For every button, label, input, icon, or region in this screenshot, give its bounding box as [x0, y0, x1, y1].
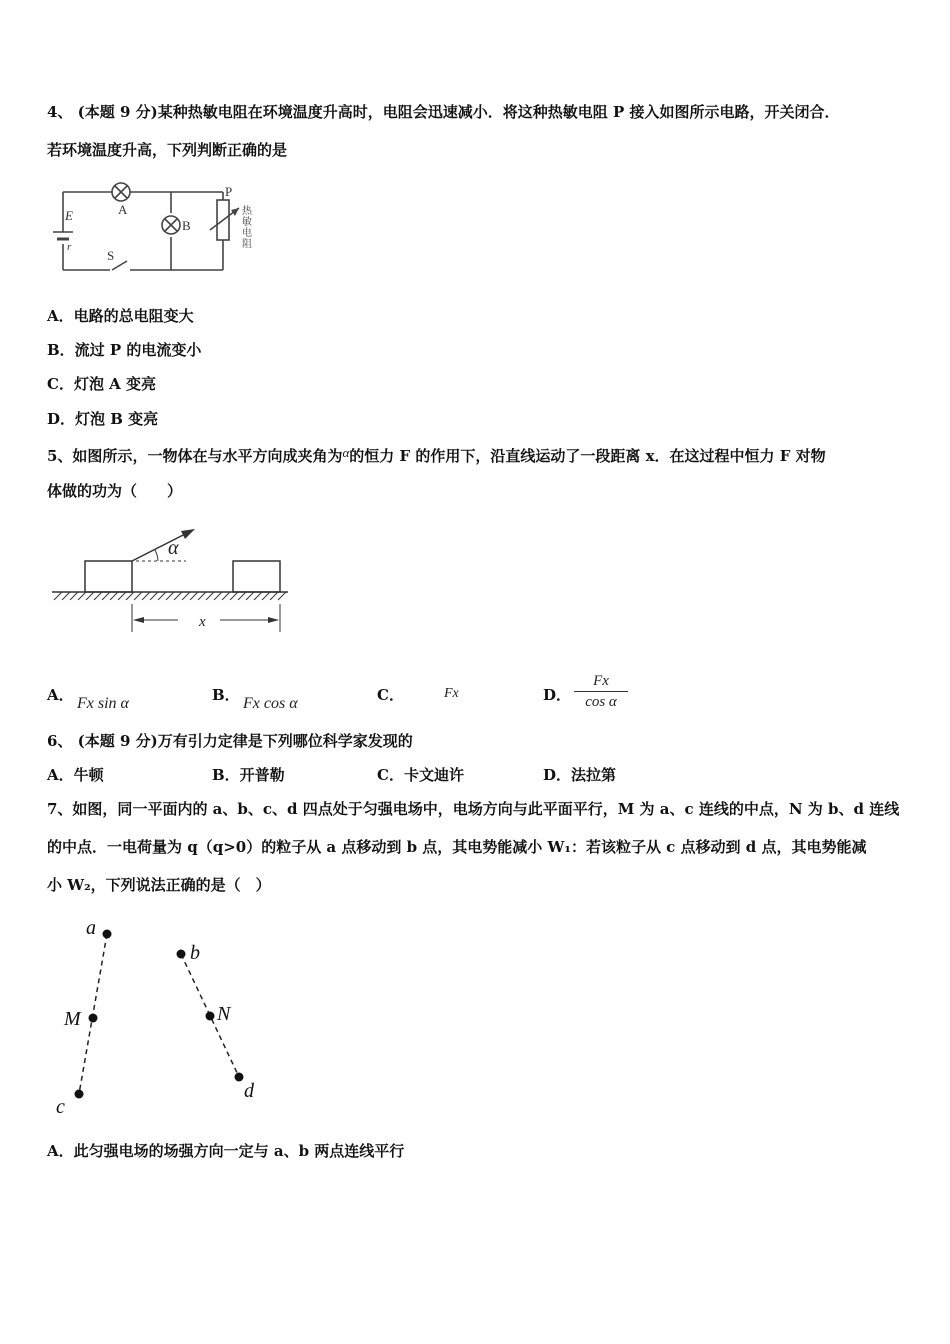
- q4-option-c[interactable]: C．灯泡 A 变亮: [47, 375, 157, 393]
- q4-option-a[interactable]: A．电路的总电阻变大: [47, 307, 194, 325]
- q7-label-d: d: [244, 1080, 254, 1102]
- q5-label-x: x: [199, 614, 206, 630]
- q5-option-a-label[interactable]: A．: [47, 686, 74, 704]
- q5-stem-line1-a: 5、如图所示，一物体在与水平方向成夹角为: [47, 447, 343, 465]
- q7-point-a: [103, 930, 112, 939]
- q4-option-b[interactable]: B．流过 P 的电流变小: [47, 341, 202, 359]
- q4-label-S: S: [107, 248, 115, 263]
- q7-stem-line2: 的中点．一电荷量为 q（q>0）的粒子从 a 点移动到 b 点，其电势能减小 W₁：若该粒子从 c 点移动到 d 点，其电势能减: [47, 838, 867, 856]
- q5-option-d-fraction-bar: [574, 691, 628, 692]
- q5-label-alpha: α: [168, 537, 179, 559]
- q4-option-d[interactable]: D．灯泡 B 变亮: [47, 410, 159, 428]
- q7-points-diagram: [50, 910, 280, 1120]
- q4-label-thermistor: 热敏电阻: [239, 205, 251, 249]
- q7-stem-line1: 7、如图，同一平面内的 a、b、c、d 四点处于匀强电场中，电场方向与此平面平行，M 为 a、c 连线的中点，N 为 b、d 连线: [47, 800, 900, 818]
- q7-label-m: M: [64, 1008, 81, 1030]
- q5-option-c-label[interactable]: C．: [377, 686, 404, 704]
- q4-label-B: B: [182, 218, 191, 233]
- q6-option-b[interactable]: B．开普勒: [212, 766, 285, 784]
- q6-stem: 6、 (本题 9 分)万有引力定律是下列哪位科学家发现的: [47, 732, 413, 750]
- q5-stem-line2: 体做的功为（ ）: [47, 482, 183, 500]
- q5-option-d-label[interactable]: D．: [543, 686, 572, 704]
- q5-option-a-formula[interactable]: Fx sin α: [77, 695, 129, 712]
- q4-label-r: r: [67, 241, 72, 253]
- q7-label-a: a: [86, 917, 96, 939]
- q5-stem-line1: [47, 442, 826, 467]
- q6-option-a[interactable]: A．牛顿: [47, 766, 104, 784]
- q7-point-n: [206, 1012, 215, 1021]
- q5-option-b-formula[interactable]: Fx cos α: [243, 695, 298, 712]
- q7-option-a[interactable]: A．此匀强电场的场强方向一定与 a、b 两点连线平行: [47, 1142, 405, 1160]
- q7-label-c: c: [56, 1096, 65, 1118]
- q7-point-m: [89, 1014, 98, 1023]
- q4-circuit-diagram: [45, 170, 265, 280]
- q4-label-P: P: [225, 184, 233, 199]
- q7-label-b: b: [190, 942, 200, 964]
- q5-option-c-formula[interactable]: Fx: [444, 686, 459, 701]
- q4-stem-line1: 4、 (本题 9 分)某种热敏电阻在环境温度升高时，电阻会迅速减小．将这种热敏电阻 P 接入如图所示电路，开关闭合．: [47, 103, 840, 121]
- q7-point-d: [235, 1073, 244, 1082]
- q4-label-E: E: [65, 208, 73, 223]
- q7-point-b: [177, 950, 186, 959]
- q6-option-c[interactable]: C．卡文迪许: [377, 766, 464, 784]
- q5-option-b-label[interactable]: B．: [212, 686, 240, 704]
- q6-option-d[interactable]: D．法拉第: [543, 766, 617, 784]
- q5-option-d-numerator: Fx: [593, 673, 609, 689]
- q5-option-d-fraction[interactable]: [572, 672, 630, 711]
- q4-stem-line2: 若环境温度升高，下列判断正确的是: [47, 141, 288, 159]
- q7-label-n: N: [217, 1003, 231, 1025]
- q7-stem-line3: 小 W₂，下列说法正确的是（ ）: [47, 876, 271, 894]
- q5-force-diagram: [50, 520, 295, 635]
- q5-stem-line1-b: 的恒力 F 的作用下，沿直线运动了一段距离 x．在这过程中恒力 F 对物: [349, 447, 826, 465]
- q5-option-d-denominator: cos α: [585, 694, 617, 710]
- q4-label-A: A: [118, 202, 128, 217]
- q7-point-c: [75, 1090, 84, 1099]
- q5-stem-alpha: α: [342, 445, 350, 460]
